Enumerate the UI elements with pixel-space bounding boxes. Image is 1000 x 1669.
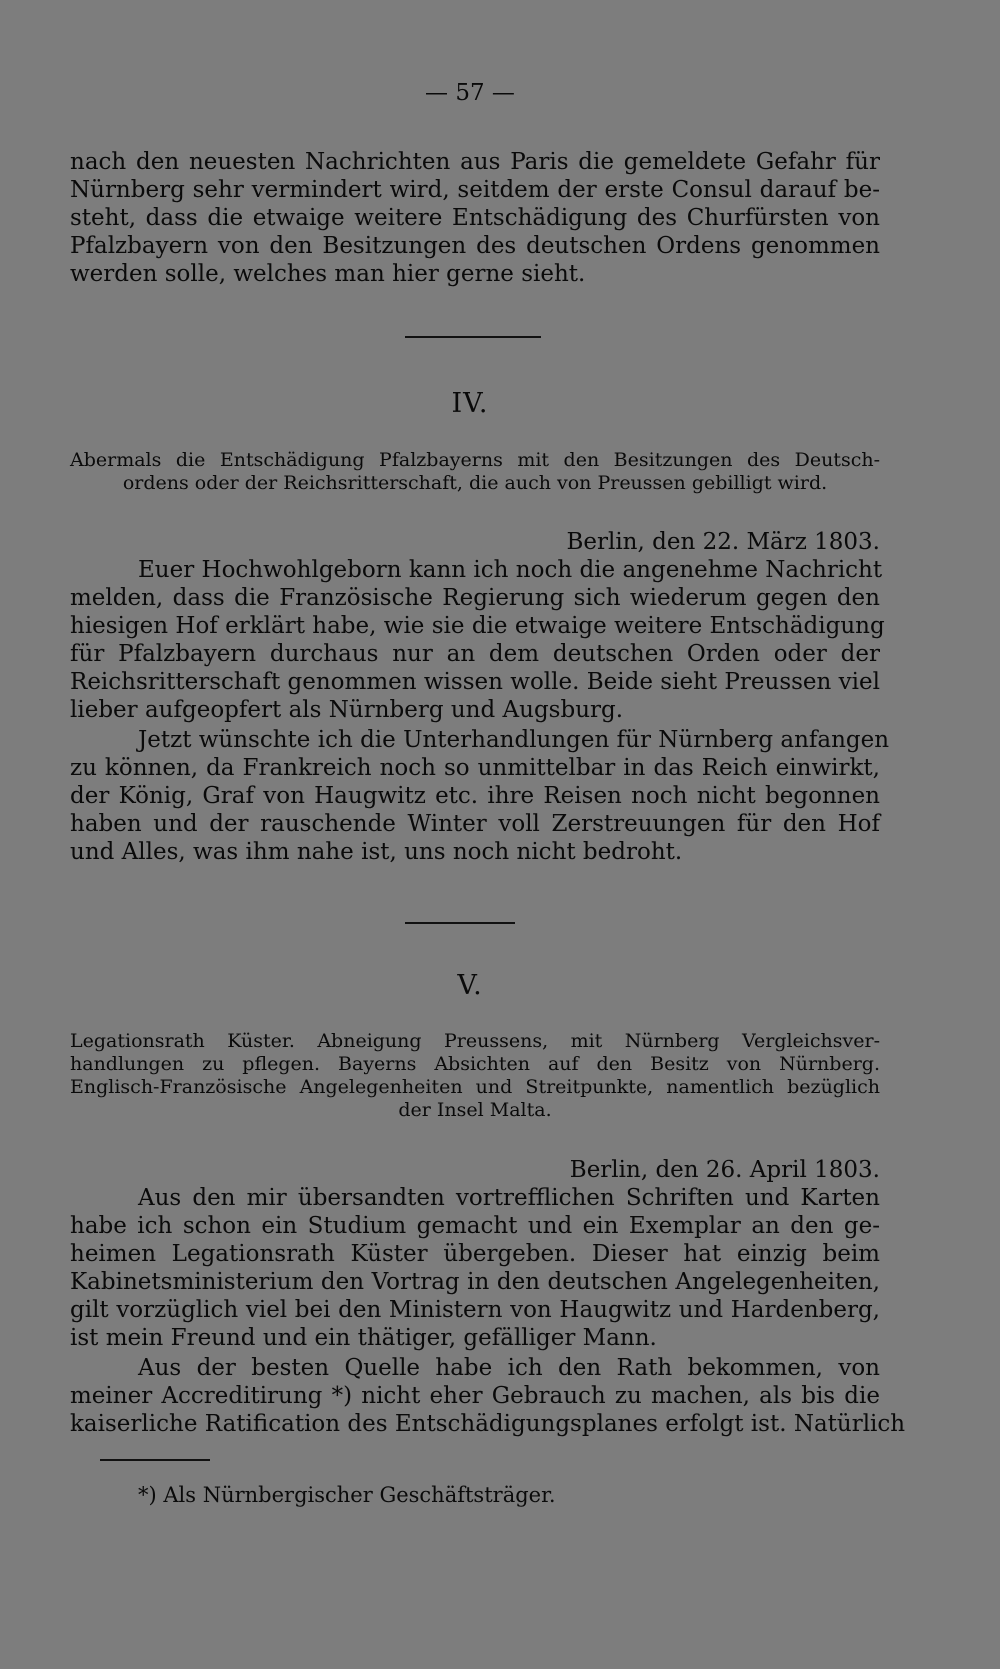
summary-line: handlungen zu pflegen. Bayerns Absichten auf den Besitz von Nürnberg. [70, 1053, 880, 1075]
section-divider [405, 922, 515, 924]
text-line: Jetzt wünschte ich die Unterhandlungen für Nürnberg anfangen [138, 727, 890, 753]
text-line: heimen Legationsrath Küster übergeben. Dieser hat einzig beim [70, 1241, 880, 1267]
text-line: haben und der rauschende Winter voll Zerstreuungen für den Hof [70, 811, 880, 837]
text-line: ist mein Freund und ein thätiger, gefälliger Mann. [70, 1325, 657, 1351]
text-line: gilt vorzüglich viel bei den Ministern von Haugwitz und Hardenberg, [70, 1297, 880, 1323]
text-line: hiesigen Hof erklärt habe, wie sie die etwaige weitere Entschädigung [70, 613, 885, 639]
text-line: Reichsritterschaft genommen wissen wolle. Beide sieht Preussen viel [70, 669, 880, 695]
summary-line: Englisch-Französische Angelegenheiten und Streitpunkte, namentlich bezüglich [70, 1076, 880, 1098]
summary-line: Abermals die Entschädigung Pfalzbayerns mit den Besitzungen des Deutsch- [70, 449, 880, 471]
text-line: Euer Hochwohlgeborn kann ich noch die angenehme Nachricht [138, 557, 883, 583]
text-line: für Pfalzbayern durchaus nur an dem deutschen Orden oder der [70, 641, 880, 667]
summary-line: der Insel Malta. [398, 1099, 552, 1121]
dateline: Berlin, den 26. April 1803. [569, 1157, 880, 1183]
text-line: meiner Accreditirung *) nicht eher Gebrauch zu machen, als bis die [70, 1383, 880, 1409]
text-line: melden, dass die Französische Regierung sich wiederum gegen den [70, 585, 880, 611]
text-line: kaiserliche Ratification des Entschädigungsplanes erfolgt ist. Natürlich [70, 1411, 906, 1437]
text-line: Kabinetsministerium den Vortrag in den deutschen Angelegenheiten, [70, 1269, 880, 1295]
text-line: und Alles, was ihm nahe ist, uns noch nicht bedroht. [70, 839, 683, 865]
text-line: Nürnberg sehr vermindert wird, seitdem der erste Consul darauf be- [70, 177, 880, 203]
section-divider [405, 336, 541, 338]
text-line: habe ich schon ein Studium gemacht und ein Exemplar an den ge- [70, 1213, 880, 1239]
section-numeral: IV. [451, 388, 489, 419]
text-line: der König, Graf von Haugwitz etc. ihre Reisen noch nicht begonnen [70, 783, 880, 809]
text-line: Aus den mir übersandten vortrefflichen Schriften und Karten [138, 1185, 880, 1211]
dateline: Berlin, den 22. März 1803. [566, 529, 880, 555]
page-number: — 57 — [425, 80, 515, 106]
text-line: nach den neuesten Nachrichten aus Paris die gemeldete Gefahr für [70, 149, 880, 175]
text-line: werden solle, welches man hier gerne sieht. [70, 261, 586, 287]
summary-line: Legationsrath Küster. Abneigung Preussens, mit Nürnberg Vergleichsver- [70, 1030, 880, 1052]
text-line: zu können, da Frankreich noch so unmittelbar in das Reich einwirkt, [70, 755, 880, 781]
section-numeral: V. [457, 970, 483, 1001]
footnote: *) Als Nürnbergischer Geschäftsträger. [138, 1483, 556, 1507]
text-line: lieber aufgeopfert als Nürnberg und Augsburg. [70, 697, 624, 723]
summary-line: ordens oder der Reichsritterschaft, die auch von Preussen gebilligt wird. [122, 472, 828, 494]
text-line: Pfalzbayern von den Besitzungen des deutschen Ordens genommen [70, 233, 880, 259]
text-line: Aus der besten Quelle habe ich den Rath bekommen, von [138, 1355, 880, 1381]
text-line: steht, dass die etwaige weitere Entschädigung des Churfürsten von [70, 205, 880, 231]
footnote-rule [100, 1459, 210, 1461]
